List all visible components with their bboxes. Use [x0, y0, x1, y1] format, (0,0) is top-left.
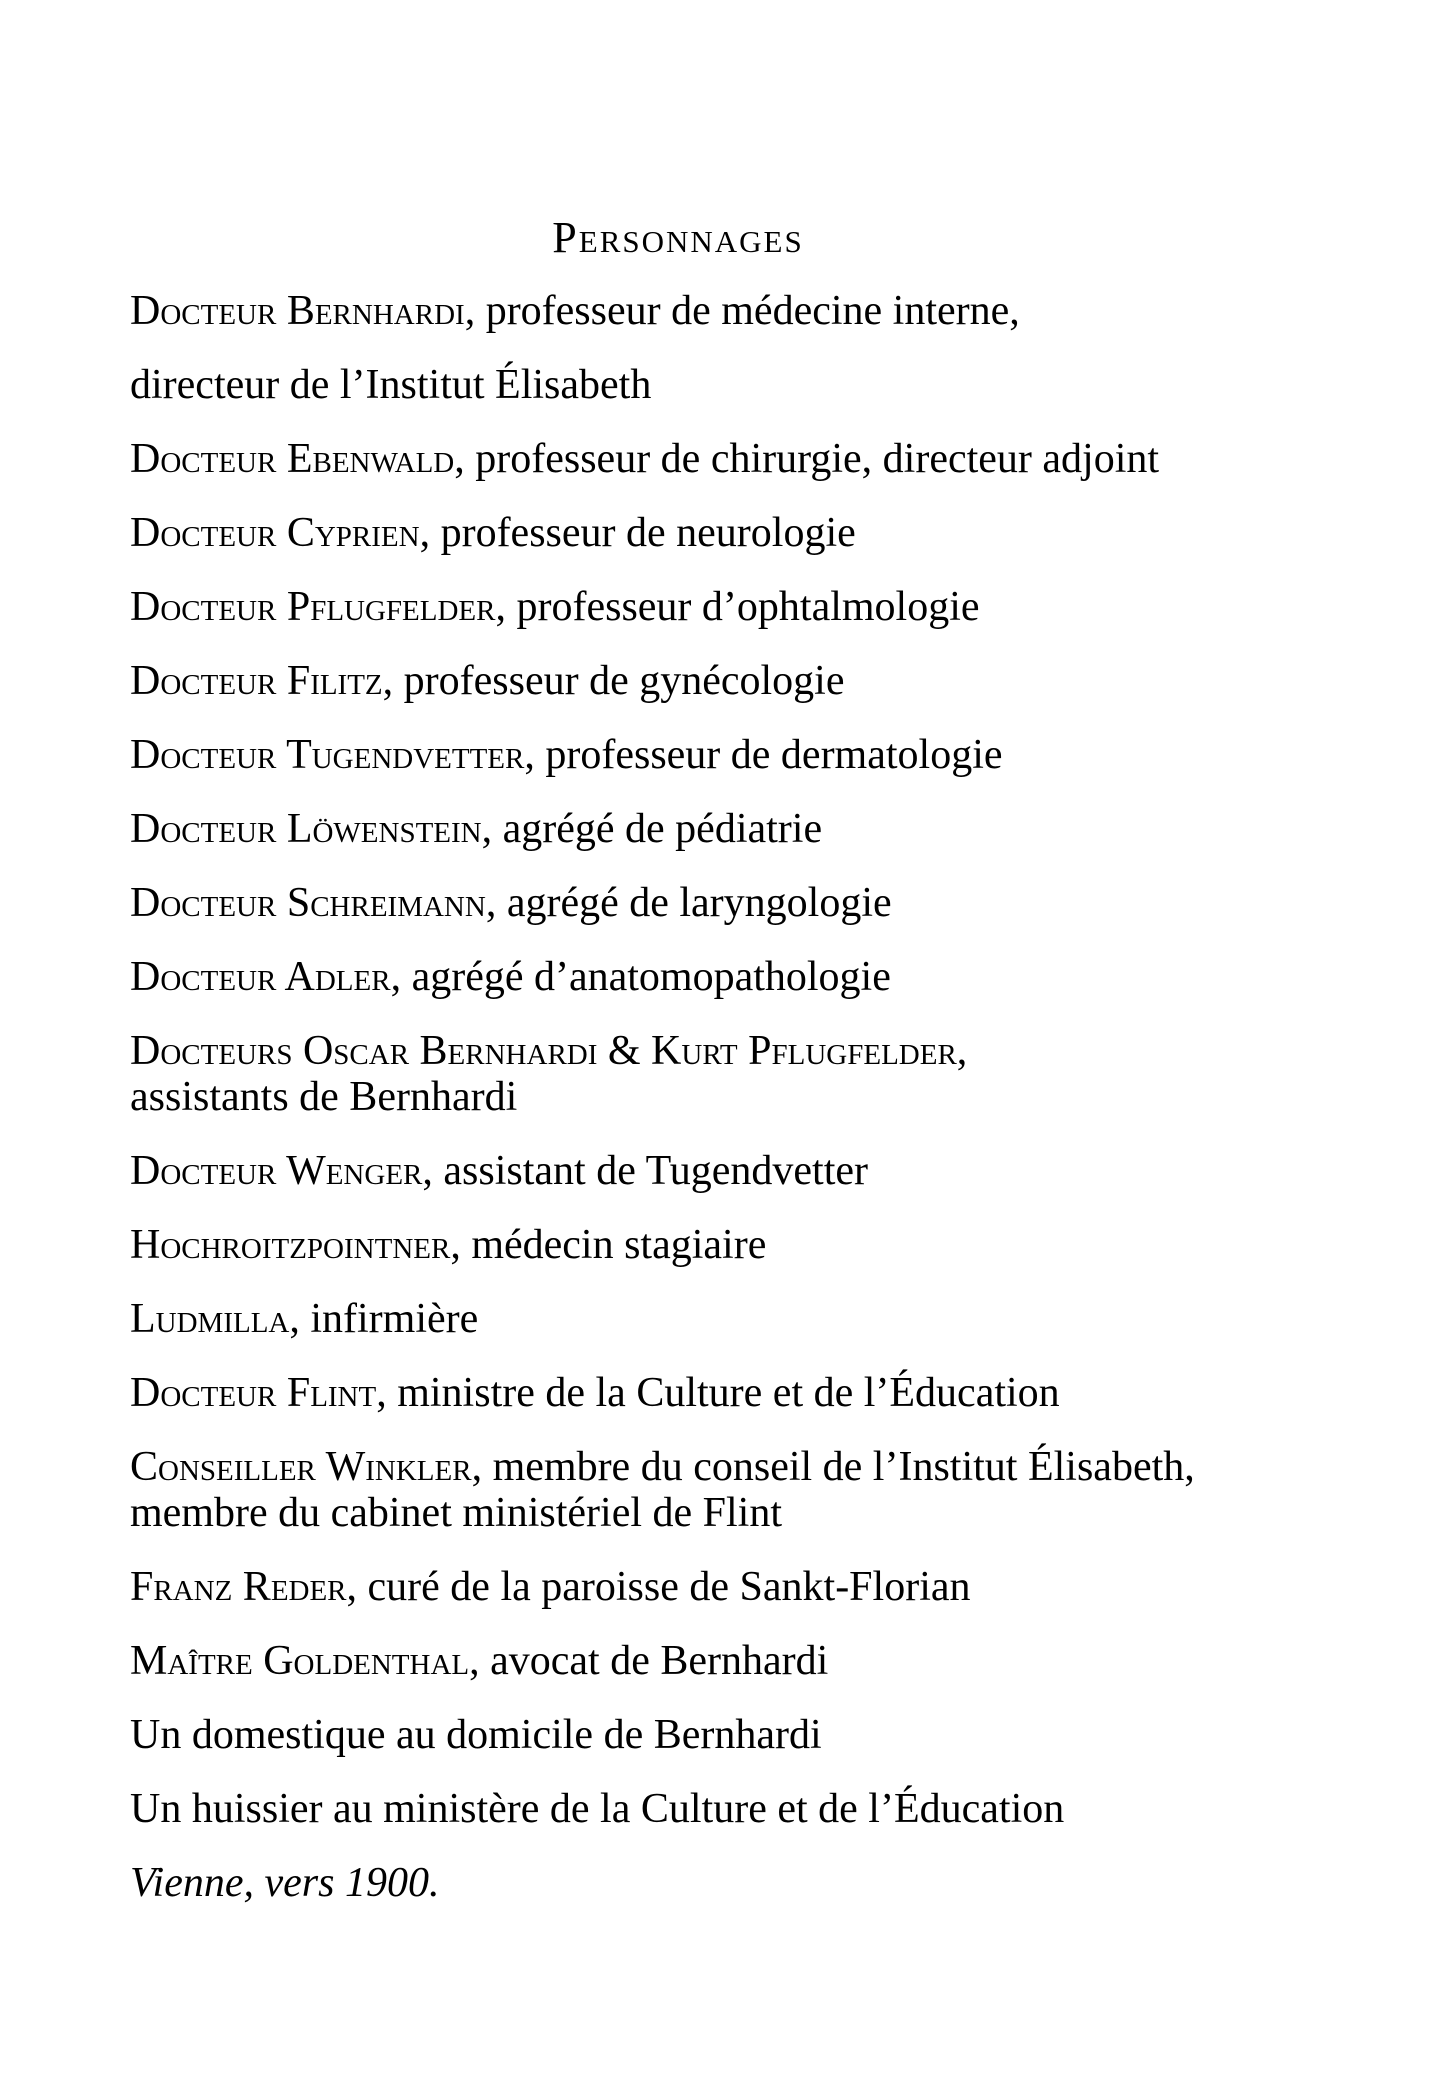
cast-entry [130, 436, 1226, 482]
cast-entry [130, 732, 1226, 778]
character-name: Docteurs Oscar Bernhardi & Kurt Pflugfelder [130, 1028, 957, 1074]
cast-entry [130, 1638, 1226, 1684]
cast-entry [130, 1148, 1226, 1194]
cast-entry [130, 954, 1226, 1000]
character-name: Docteur Cyprien [130, 510, 420, 556]
setting-line: Vienne, vers 1900. [130, 1860, 440, 1906]
character-name: Docteur Tugendvetter [130, 732, 525, 778]
character-name: Maître Goldenthal [130, 1638, 470, 1684]
character-name: Docteur Adler [130, 954, 391, 1000]
character-role-line2: membre du cabinet ministériel de Flint [130, 1490, 783, 1536]
character-role: , professeur de chirurgie, directeur adjoint [454, 436, 1160, 482]
cast-entry [130, 584, 1226, 630]
character-name: Docteur Pflugfelder [130, 584, 496, 630]
character-role: , professeur de gynécologie [382, 658, 845, 704]
character-role: Un domestique au domicile de Bernhardi [130, 1712, 822, 1758]
character-role: , assistant de Tugendvetter [422, 1148, 869, 1194]
character-role: , [956, 1028, 968, 1074]
character-role-line2: assistants de Bernhardi [130, 1074, 518, 1120]
cast-entry-continuation [130, 362, 1226, 408]
character-role: , agrégé de pédiatrie [481, 806, 823, 852]
character-role: , professeur de neurologie [419, 510, 856, 556]
character-role: , membre du conseil de l’Institut Élisabeth, [471, 1444, 1195, 1490]
cast-entry [130, 806, 1226, 852]
character-role: directeur de l’Institut Élisabeth [130, 362, 652, 408]
cast-entry [130, 1444, 1226, 1536]
character-role: , agrégé de laryngologie [485, 880, 892, 926]
cast-entry [130, 1712, 1226, 1758]
character-role: , professeur d’ophtalmologie [495, 584, 980, 630]
cast-entry [130, 1786, 1226, 1832]
character-role: , professeur de dermatologie [524, 732, 1003, 778]
character-name: Docteur Schreimann [130, 880, 486, 926]
character-name: Docteur Löwenstein [130, 806, 482, 852]
character-role: , ministre de la Culture et de l’Éducation [376, 1370, 1060, 1416]
cast-entry [130, 1296, 1226, 1342]
cast-entry [130, 1370, 1226, 1416]
character-role: Un huissier au ministère de la Culture et de l’Éducation [130, 1786, 1065, 1832]
character-name: Docteur Wenger [130, 1148, 423, 1194]
cast-entry [130, 288, 1226, 334]
character-name: Docteur Filitz [130, 658, 383, 704]
cast-entry [130, 1028, 1226, 1120]
cast-entry [130, 1564, 1226, 1610]
cast-entry [130, 510, 1226, 556]
character-name: Conseiller Winkler [130, 1444, 472, 1490]
character-name: Ludmilla [130, 1296, 290, 1342]
character-role: , médecin stagiaire [450, 1222, 767, 1268]
cast-entry [130, 1222, 1226, 1268]
cast-entry [130, 880, 1226, 926]
character-name: Hochroitzpointner [130, 1222, 451, 1268]
character-name: Franz Reder [130, 1564, 347, 1610]
character-role: , infirmière [289, 1296, 479, 1342]
character-name: Docteur Flint [130, 1370, 377, 1416]
character-role: , avocat de Bernhardi [469, 1638, 829, 1684]
character-role: , curé de la paroisse de Sankt-Florian [346, 1564, 971, 1610]
character-name: Docteur Bernhardi [130, 288, 465, 334]
page-title: Personnages [552, 213, 804, 262]
cast-entry [130, 658, 1226, 704]
character-role: , agrégé d’anatomopathologie [390, 954, 891, 1000]
character-name: Docteur Ebenwald [130, 436, 455, 482]
character-role: , professeur de médecine interne, [464, 288, 1020, 334]
